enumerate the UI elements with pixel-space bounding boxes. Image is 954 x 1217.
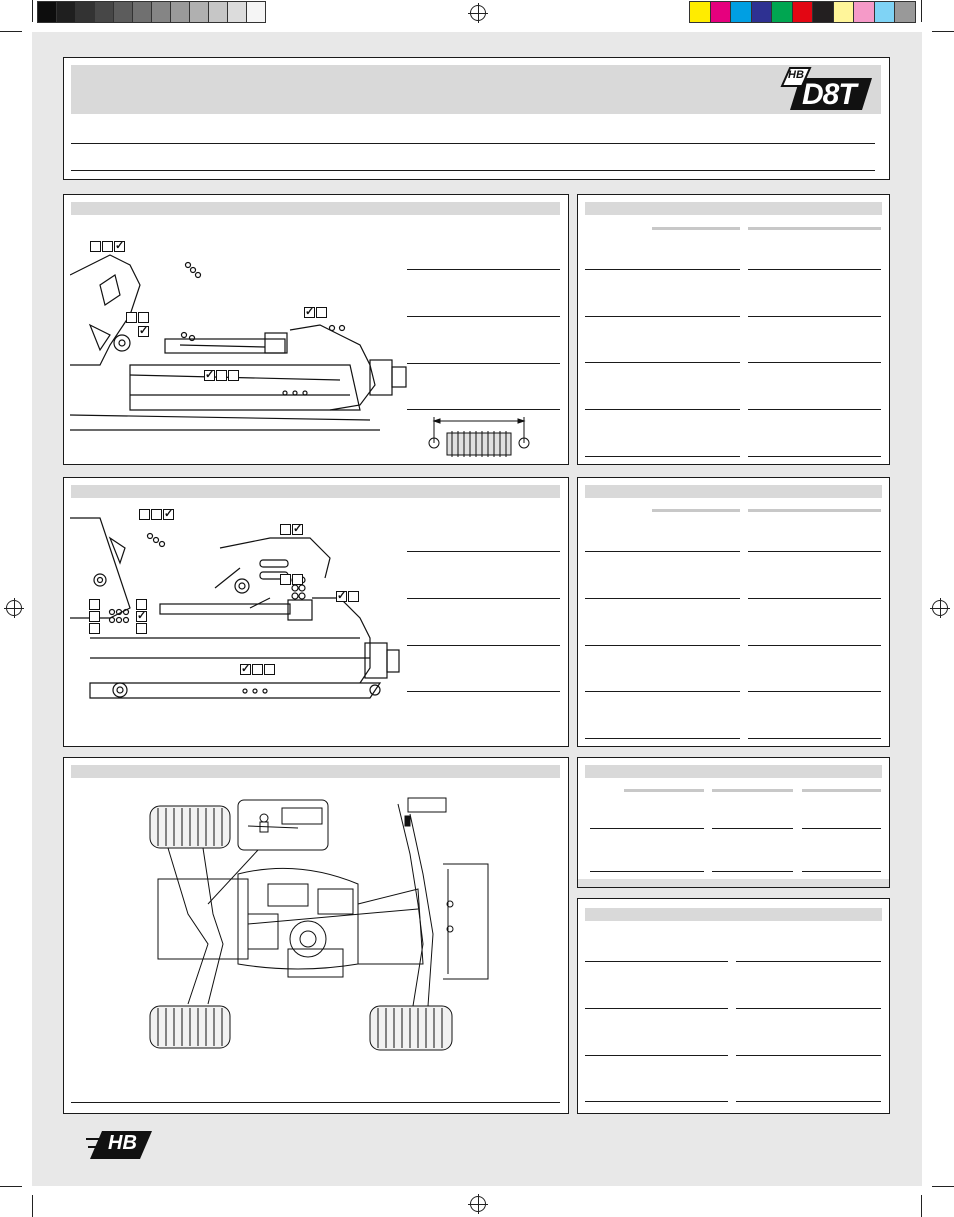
notes-row-line	[585, 961, 728, 962]
chassis-title-bar	[71, 765, 560, 778]
color-swatch	[76, 2, 94, 22]
front-settings-row-line	[585, 269, 740, 270]
color-swatch	[731, 2, 751, 22]
extra-settings-title-bar	[585, 765, 882, 778]
registration-mark-top	[470, 5, 486, 21]
rear-plate-checkbox-4[interactable]	[292, 574, 303, 585]
front-settings-row-line	[748, 409, 881, 410]
front-settings-row-line	[748, 456, 881, 457]
name-field-line	[71, 143, 875, 144]
rear-settings-panel	[577, 477, 890, 747]
notes-settings-panel	[577, 898, 890, 1114]
color-swatch	[834, 2, 854, 22]
extra-settings-row-line	[590, 828, 704, 829]
color-swatch	[209, 2, 227, 22]
crop-mark	[32, 0, 33, 22]
crop-mark	[0, 1186, 22, 1187]
color-swatch	[895, 2, 915, 22]
rear-tower-checkbox-2[interactable]	[151, 509, 162, 520]
rear-inner-checkbox-5[interactable]: ✓	[137, 610, 147, 622]
rear-settings-col-head-2	[748, 509, 881, 512]
front-suspension-diagram	[70, 235, 410, 440]
color-swatch	[711, 2, 731, 22]
crop-mark	[921, 1195, 922, 1217]
front-hub-checkbox-2[interactable]	[316, 307, 327, 318]
rear-suspension-panel	[63, 477, 569, 747]
rear-settings-row-line	[585, 738, 740, 739]
front-arm-checkbox-3[interactable]	[228, 370, 239, 381]
front-field-line-2	[407, 316, 560, 317]
notes-row-line	[585, 1101, 728, 1102]
chassis-notes-line	[71, 1102, 560, 1103]
color-swatch	[690, 2, 710, 22]
extra-settings-bottom-shade	[578, 879, 889, 887]
crop-mark	[0, 31, 22, 32]
extra-settings-col-head-3	[802, 789, 881, 792]
front-settings-panel	[577, 194, 890, 465]
notes-row-line	[736, 1055, 881, 1056]
front-field-line-4	[407, 409, 560, 410]
hb-footer-logo	[86, 1127, 156, 1161]
notes-settings-title-bar	[585, 908, 882, 921]
front-arm-checkbox-2[interactable]	[216, 370, 227, 381]
rear-hub-checkbox-2[interactable]	[348, 591, 359, 602]
crop-mark	[32, 1195, 33, 1217]
rear-field-line-4	[407, 691, 560, 692]
front-settings-col-head-1	[652, 227, 740, 230]
front-settings-col-head-2	[748, 227, 881, 230]
front-settings-title-bar	[585, 202, 882, 215]
front-arm-inner-checkbox-1[interactable]	[126, 312, 137, 323]
front-suspension-title-bar	[71, 202, 560, 215]
rear-field-line-3	[407, 645, 560, 646]
notes-row-line	[736, 1008, 881, 1009]
event-field-line	[71, 170, 875, 171]
registration-mark-right	[932, 600, 948, 616]
color-swatch	[133, 2, 151, 22]
color-swatch	[813, 2, 833, 22]
color-swatch	[57, 2, 75, 22]
rear-tower-checkbox-1[interactable]	[139, 509, 150, 520]
notes-row-line	[736, 961, 881, 962]
color-swatch	[752, 2, 772, 22]
front-settings-row-line	[585, 409, 740, 410]
notes-row-line	[585, 1008, 728, 1009]
color-swatch	[228, 2, 246, 22]
crop-mark	[932, 1186, 954, 1187]
front-settings-row-line	[748, 316, 881, 317]
d8t-logo-text: D8T	[802, 78, 856, 111]
header-title-bar	[71, 65, 881, 114]
front-settings-row-line	[585, 316, 740, 317]
rear-plate-checkbox-3[interactable]	[280, 574, 291, 585]
color-swatch	[38, 2, 56, 22]
color-swatch	[95, 2, 113, 22]
rear-inner-checkbox-1[interactable]	[89, 599, 100, 610]
color-swatch	[875, 2, 895, 22]
hb-footer-logo-text: HB	[108, 1132, 137, 1154]
rear-suspension-diagram	[70, 508, 410, 718]
header-panel	[63, 57, 890, 180]
color-swatch	[793, 2, 813, 22]
rear-settings-row-line	[585, 691, 740, 692]
rear-arm-checkbox-3[interactable]	[264, 664, 275, 675]
extra-settings-row-line	[802, 828, 881, 829]
extra-settings-row-line	[590, 871, 704, 872]
front-arm-checkbox-1[interactable]: ✓	[205, 369, 215, 381]
crop-mark	[921, 0, 922, 22]
front-settings-row-line	[748, 362, 881, 363]
extra-settings-col-head-2	[712, 789, 793, 792]
rear-plate-checkbox-1[interactable]	[280, 524, 291, 535]
extra-settings-panel	[577, 757, 890, 888]
color-swatch	[190, 2, 208, 22]
color-swatch	[171, 2, 189, 22]
rear-inner-checkbox-2[interactable]	[89, 611, 100, 622]
front-arm-inner-checkbox-2[interactable]	[138, 312, 149, 323]
rear-settings-row-line	[748, 738, 881, 739]
color-swatch	[247, 2, 265, 22]
front-field-line-3	[407, 363, 560, 364]
chassis-panel	[63, 757, 569, 1114]
rear-settings-row-line	[585, 551, 740, 552]
front-settings-row-line	[585, 456, 740, 457]
registration-mark-left	[6, 600, 22, 616]
rear-hub-checkbox-1[interactable]: ✓	[337, 590, 347, 602]
rear-settings-row-line	[748, 598, 881, 599]
color-swatch	[152, 2, 170, 22]
crop-mark	[932, 31, 954, 32]
front-tower-checkbox-1[interactable]	[90, 241, 101, 252]
rear-settings-title-bar	[585, 485, 882, 498]
grayscale-bar	[38, 0, 266, 24]
front-settings-row-line	[748, 269, 881, 270]
rear-inner-checkbox-3[interactable]	[89, 623, 100, 634]
rear-settings-row-line	[585, 645, 740, 646]
color-bar	[690, 0, 916, 24]
rear-settings-row-line	[748, 645, 881, 646]
rear-settings-col-head-1	[652, 509, 740, 512]
color-swatch	[114, 2, 132, 22]
d8t-logo-badge: HB	[788, 69, 804, 81]
rear-field-line-1	[407, 551, 560, 552]
rear-plate-checkbox-2[interactable]: ✓	[293, 523, 303, 535]
front-settings-row-line	[585, 362, 740, 363]
rear-suspension-title-bar	[71, 485, 560, 498]
registration-mark-bottom	[470, 1196, 486, 1212]
notes-row-line	[585, 1055, 728, 1056]
rear-inner-checkbox-4[interactable]	[136, 599, 147, 610]
shock-length-diagram	[422, 413, 532, 461]
rear-field-line-2	[407, 598, 560, 599]
front-tower-checkbox-3[interactable]: ✓	[115, 240, 125, 252]
rear-arm-checkbox-1[interactable]: ✓	[241, 663, 251, 675]
color-swatch	[772, 2, 792, 22]
rear-arm-checkbox-2[interactable]	[252, 664, 263, 675]
front-suspension-panel	[63, 194, 569, 465]
chassis-top-view-diagram	[148, 794, 498, 1064]
extra-settings-row-line	[802, 871, 881, 872]
color-swatch	[854, 2, 874, 22]
rear-settings-row-line	[585, 598, 740, 599]
d8t-logo	[780, 64, 876, 112]
front-field-line-1	[407, 269, 560, 270]
front-arm-inner-checkbox-3[interactable]: ✓	[139, 325, 149, 337]
rear-inner-checkbox-6[interactable]	[136, 623, 147, 634]
rear-settings-row-line	[748, 551, 881, 552]
rear-settings-row-line	[748, 691, 881, 692]
rear-tower-checkbox-3[interactable]: ✓	[164, 508, 174, 520]
notes-row-line	[736, 1101, 881, 1102]
front-tower-checkbox-2[interactable]	[102, 241, 113, 252]
extra-settings-row-line	[712, 828, 793, 829]
extra-settings-row-line	[712, 871, 793, 872]
front-hub-checkbox-1[interactable]: ✓	[305, 306, 315, 318]
extra-settings-col-head-1	[624, 789, 704, 792]
